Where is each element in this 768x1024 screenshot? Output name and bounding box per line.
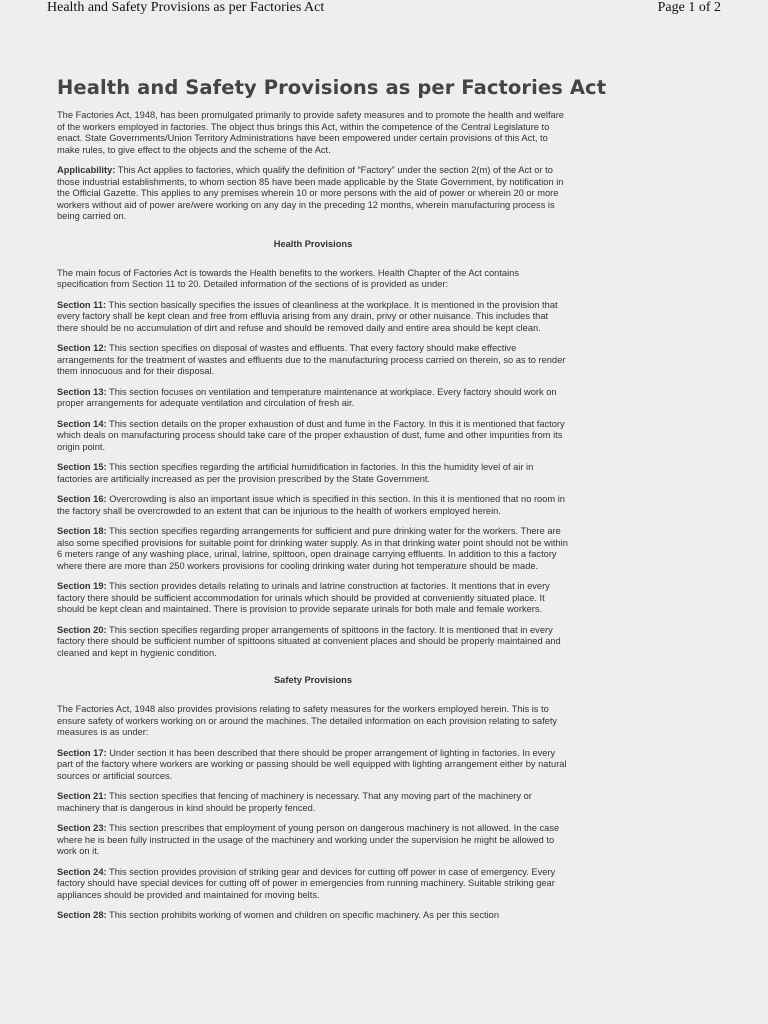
page-number: Page 1 of 2 [657,0,721,15]
section-label: Section 20: [57,624,107,635]
section-text: This section basically specifies the issues of cleanliness at the workplace. It is mentioned in the provision that every factory shall be kept clean and free from effluvia arising from any drain, privy or other nuisance. This includes that there should be no accumulation of dirt and refuse and should be removed daily and entire area should be kept clean. [57,299,558,333]
section-11-paragraph [57,300,569,335]
print-header [0,0,768,22]
section-19-paragraph [57,581,569,616]
section-text: This section provides details relating to urinals and latrine construction at factories. It mentions that in every factory there should be sufficient accommodation for urinals which should be provided at conveniently situated place. It should be kept clean and maintained. There is provision to provide separate urinals for both male and female workers. [57,581,550,614]
applicability-label: Applicability: [57,165,116,175]
section-18-paragraph [57,526,569,572]
section-text: This section specifies on disposal of wastes and effluents. That every factory should make effective arrangements for the treatment of wastes and effluents due to the manufacturing process carried on therein, so as to render them innocuous and for their disposal. [57,343,566,376]
intro-paragraph: The Factories Act, 1948, has been promulgated primarily to provide safety measures and to promote the health and welfare of the workers employed in factories. The object thus brings this Act, within the competence of the Central Legislature to enact. State Governments/Union Territory Administrations have been empowered under certain provisions of this Act, to make rules, to give effect to the objects and the scheme of the Act. [57,110,564,155]
section-17-paragraph [57,748,569,783]
section-text: Overcrowding is also an important issue which is specified in this section. In this it is mentioned that no room in the factory shall be overcrowded to an extent that can be injurious to the health of workers employed herein. [57,494,565,516]
section-label: Section 15: [57,462,107,472]
section-label: Section 17: [57,747,107,758]
section-label: Section 14: [57,418,107,429]
section-15-paragraph [57,462,569,485]
section-label: Section 16: [57,494,107,504]
section-13-paragraph [57,387,569,410]
section-label: Section 18: [57,526,107,536]
section-text: This section prohibits working of women and children on specific machinery. As per this section [106,910,499,920]
header-title: Health and Safety Provisions as per Factories Act [47,0,325,15]
section-text: This section provides provision of striking gear and devices for cutting off power in case of emergency. Every factory should have special devices for cutting off of power in emergencies from running machinery. Suitable striking gear appliances should be provided and maintained for moving belts. [57,866,556,900]
health-intro-paragraph: The main focus of Factories Act is towards the Health benefits to the workers. Health Chapter of the Act contains specification from Section 11 to 20. Detailed information of the sections of is provided as under: [57,267,519,289]
section-28-paragraph [57,910,569,922]
section-12-paragraph [57,343,569,378]
applicability-text: This Act applies to factories, which qualify the definition of “Factory” under the section 2(m) of the Act or to those industrial establishments, to whom section 85 have been made applicable by the State Government, by notification in the Official Gazette. This applies to any premises wherein 10 or more persons with the aid of power or wherein 20 or more workers without aid of power are/were working on any day in the preceding 12 months, wherein manufacturing process is being carried on. [57,165,564,221]
section-14-paragraph [57,419,569,454]
section-20-paragraph [57,625,569,660]
section-21-paragraph [57,791,569,814]
document-title: Health and Safety Provisions as per Factories Act [57,76,607,99]
section-24-paragraph [57,867,569,902]
section-text: This section details on the proper exhaustion of dust and fume in the Factory. In this it is mentioned that factory which deals on manufacturing process should take care of the proper exhaustion of dust, fume and other impurities from its origin point. [57,418,565,452]
safety-intro-paragraph: The Factories Act, 1948 also provides provisions relating to safety measures for the workers employed herein. This is to ensure safety of workers working on or around the machines. The detailed information on each provision relating to safety measures is as under: [57,704,558,737]
section-text: This section specifies that fencing of machinery is necessary. That any moving part of the machinery or machinery that is dangerous in kind should be properly fenced. [57,791,532,813]
document-body [57,76,607,931]
health-provisions-heading: Health Provisions [273,238,353,249]
section-label: Section 19: [57,581,107,591]
section-text: This section specifies regarding the artificial humidification in factories. In this the humidity level of air in factories are artificially increased as per the provision prescribed by the State Government. [57,462,534,484]
section-label: Section 21: [57,791,107,801]
section-label: Section 24: [57,866,107,877]
section-label: Section 12: [57,343,107,353]
section-text: This section focuses on ventilation and temperature maintenance at workplace. Every factory should work on proper arrangements for adequate ventilation and circulation of fresh air. [57,386,557,408]
section-text: This section specifies regarding proper arrangements of spittoons in the factory. It is mentioned that in every factory there should be sufficient number of spittoons situated at convenient places and should be properly maintained and cleaned and kept in hygienic condition. [57,624,561,658]
section-label: Section 23: [57,823,107,833]
section-text: Under section it has been described that there should be proper arrangement of lighting in factories. In every part of the factory where workers are working or passing should be well equipped with lighting arrangement either by natural sources or artificial sources. [57,747,567,781]
section-label: Section 13: [57,386,107,397]
section-16-paragraph [57,494,569,517]
section-23-paragraph [57,823,569,858]
section-label: Section 28: [57,910,107,920]
section-text: This section prescribes that employment of young person on dangerous machinery is not allowed. In the case where he is been fully instructed in the usage of the machinery and working under the supervision he might be allowed to work on it. [57,823,560,856]
section-text: This section specifies regarding arrangements for sufficient and pure drinking water for the workers. There are also some specified provisions for suitable point for drinking water supply. As in that drinking water point should not be within 6 meters range of any washing place, urinal, latrine, spittoon, open drainage carrying effluents. In addition to this a factory where there are more than 250 workers provisions for cooling drinking water during hot temperature should be made. [57,526,568,571]
applicability-paragraph [57,165,569,223]
safety-provisions-heading: Safety Provisions [273,675,353,685]
section-label: Section 11: [57,299,107,310]
